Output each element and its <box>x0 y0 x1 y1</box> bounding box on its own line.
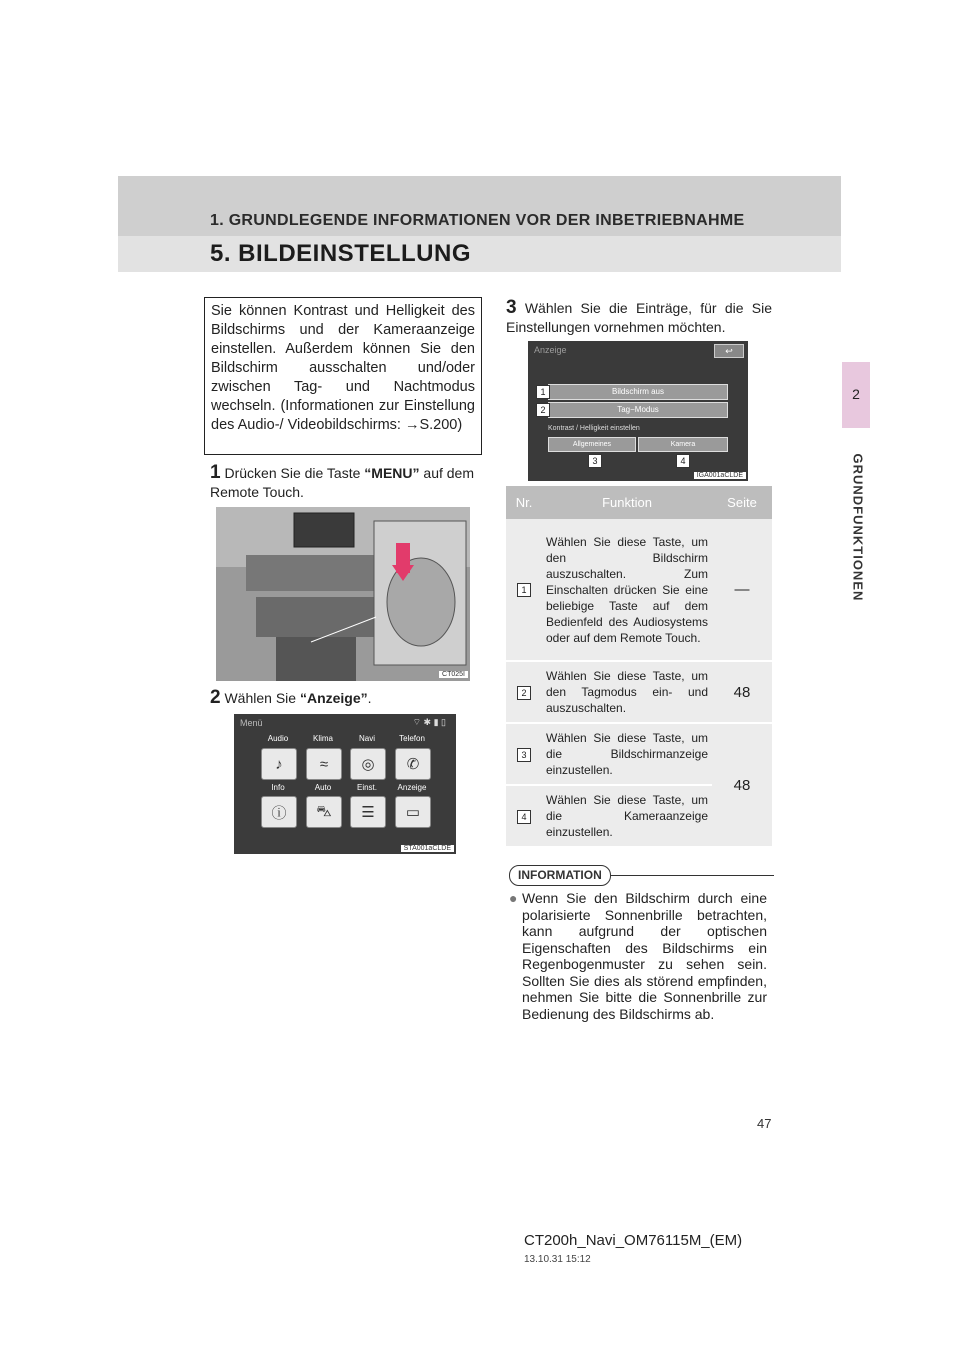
phone-icon[interactable]: ✆ <box>395 748 431 780</box>
climate-icon[interactable]: ≈ <box>306 748 342 780</box>
navi-icon[interactable]: ◎ <box>350 748 386 780</box>
console-photo-code: CT025I <box>439 671 468 678</box>
menu-label-telefon: Telefon <box>399 734 425 743</box>
row-2-function: Wählen Sie diese Taste, um den Tagmodus ein- und auszuschalten. <box>542 661 712 723</box>
menu-label-klima: Klima <box>312 734 333 743</box>
row-2-nr: 2 <box>517 686 531 700</box>
row-3-4-page: 48 <box>712 723 772 847</box>
info-tab: INFORMATION <box>509 865 611 886</box>
header-function: Funktion <box>542 486 712 519</box>
side-tab-label: GRUNDFUNKTIONEN <box>850 453 866 602</box>
info-paragraph: Wenn Sie den Bildschirm durch eine polarisierte Sonnenbrille betrachten, kann aufgrund der optischen Eigenschaften des Bildschirms ein Regenbogenmuster zu sehen sein. Sollten Sie dies als störend empfinden, nehmen Sie bitte die Sonnenbrille zur Bedienung des Bildschirms ab. <box>522 890 767 1022</box>
chapter-title: 1. GRUNDLEGENDE INFORMATIONEN VOR DER INBETRIEBNAHME <box>210 212 745 229</box>
menu-screen-title: Menü <box>240 718 263 728</box>
step-1-text-post: auf dem Remote Touch. <box>210 465 475 500</box>
info-text <box>509 890 767 1022</box>
anzeige-screen-title: Anzeige <box>534 345 567 355</box>
info-bullet: ● <box>509 890 518 906</box>
menu-screen <box>234 714 456 854</box>
display-icon[interactable]: ▭ <box>395 796 431 828</box>
row-1-page: — <box>712 519 772 661</box>
contrast-section-label: Kontrast / Helligkeit einstellen <box>548 425 640 432</box>
step-2 <box>210 688 482 708</box>
marker-2: 2 <box>536 403 550 417</box>
screen-off-button[interactable]: Bildschirm aus <box>548 384 728 400</box>
marker-1: 1 <box>536 385 550 399</box>
menu-label-auto: Auto <box>314 783 332 792</box>
step-1 <box>210 463 482 502</box>
camera-button[interactable]: Kamera <box>638 437 728 452</box>
step-2-text-pre: Wählen Sie <box>224 690 300 706</box>
step-2-number: 2 <box>210 687 221 708</box>
row-1-nr: 1 <box>517 583 531 597</box>
row-4-function: Wählen Sie diese Taste, um die Kameraanzeige einzustellen. <box>542 785 712 847</box>
page-number: 47 <box>757 1116 772 1131</box>
section-title: 5. BILDEINSTELLUNG <box>210 240 472 267</box>
console-photo-drawing <box>216 507 470 681</box>
row-3-nr: 3 <box>517 748 531 762</box>
menu-screen-code: STA001aCLDE <box>401 845 454 852</box>
function-table <box>506 486 772 848</box>
back-icon[interactable]: ↩ <box>714 344 744 358</box>
step-3 <box>506 298 772 337</box>
menu-label-info: Info <box>271 783 285 792</box>
audio-icon[interactable]: ♪ <box>261 748 297 780</box>
doc-code: CT200h_Navi_OM76115M_(EM) <box>524 1232 743 1249</box>
step-2-key: “Anzeige” <box>299 690 368 706</box>
step-3-number: 3 <box>506 297 517 318</box>
row-4-nr: 4 <box>517 810 531 824</box>
row-3-function: Wählen Sie diese Taste, um die Bildschirmanzeige einzustellen. <box>542 723 712 785</box>
doc-date: 13.10.31 15:12 <box>524 1254 591 1265</box>
menu-label-audio: Audio <box>267 734 289 743</box>
step-2-text-post: . <box>367 690 372 706</box>
console-photo <box>216 507 470 681</box>
intro-box: Sie können Kontrast und Helligkeit des Bildschirms und der Kameraanzeige einstellen. Außerdem können Sie den Bildschirm ausschalten und/oder zwischen Tag- und Nachtmodus wechseln. (Informationen zur Einstellung des Audio-/ Videobildschirms: →S.200) <box>204 297 482 455</box>
anzeige-screen <box>528 341 748 481</box>
menu-label-einst: Einst. <box>356 783 377 792</box>
menu-label-anzeige: Anzeige <box>397 783 427 792</box>
step-1-text-pre: Drücken Sie die Taste <box>224 465 365 481</box>
step-1-number: 1 <box>210 462 221 483</box>
side-tab-number: 2 <box>852 386 860 402</box>
table-row <box>506 661 772 723</box>
marker-3: 3 <box>588 454 602 468</box>
table-header-row <box>506 486 772 519</box>
anzeige-screen-code: IGA001aCLDE <box>694 472 746 479</box>
table-row <box>506 723 772 785</box>
general-button[interactable]: Allgemeines <box>548 437 636 452</box>
step-1-key: “MENU” <box>364 465 420 481</box>
settings-icon[interactable]: ☰ <box>350 796 386 828</box>
info-icon[interactable]: ⓘ <box>261 796 297 828</box>
header-page: Seite <box>712 486 772 519</box>
row-1-function: Wählen Sie diese Taste, um den Bildschirm auszuschalten. Zum Einschalten drücken Sie eine beliebige Taste auf dem Bedienfeld des Audiosystems oder auf dem Remote Touch. <box>542 519 712 661</box>
status-icons: ⌔ ✱ ▮ ▯ <box>412 717 446 727</box>
marker-4: 4 <box>676 454 690 468</box>
car-icon[interactable]: ⛍ <box>306 796 342 828</box>
row-2-page: 48 <box>712 661 772 723</box>
day-mode-button[interactable]: Tag−Modus <box>548 402 728 418</box>
menu-label-navi: Navi <box>358 734 375 743</box>
step-3-text: Wählen Sie die Einträge, für die Sie Einstellungen vornehmen möchten. <box>506 300 772 335</box>
header-nr: Nr. <box>506 486 542 519</box>
table-row <box>506 519 772 661</box>
